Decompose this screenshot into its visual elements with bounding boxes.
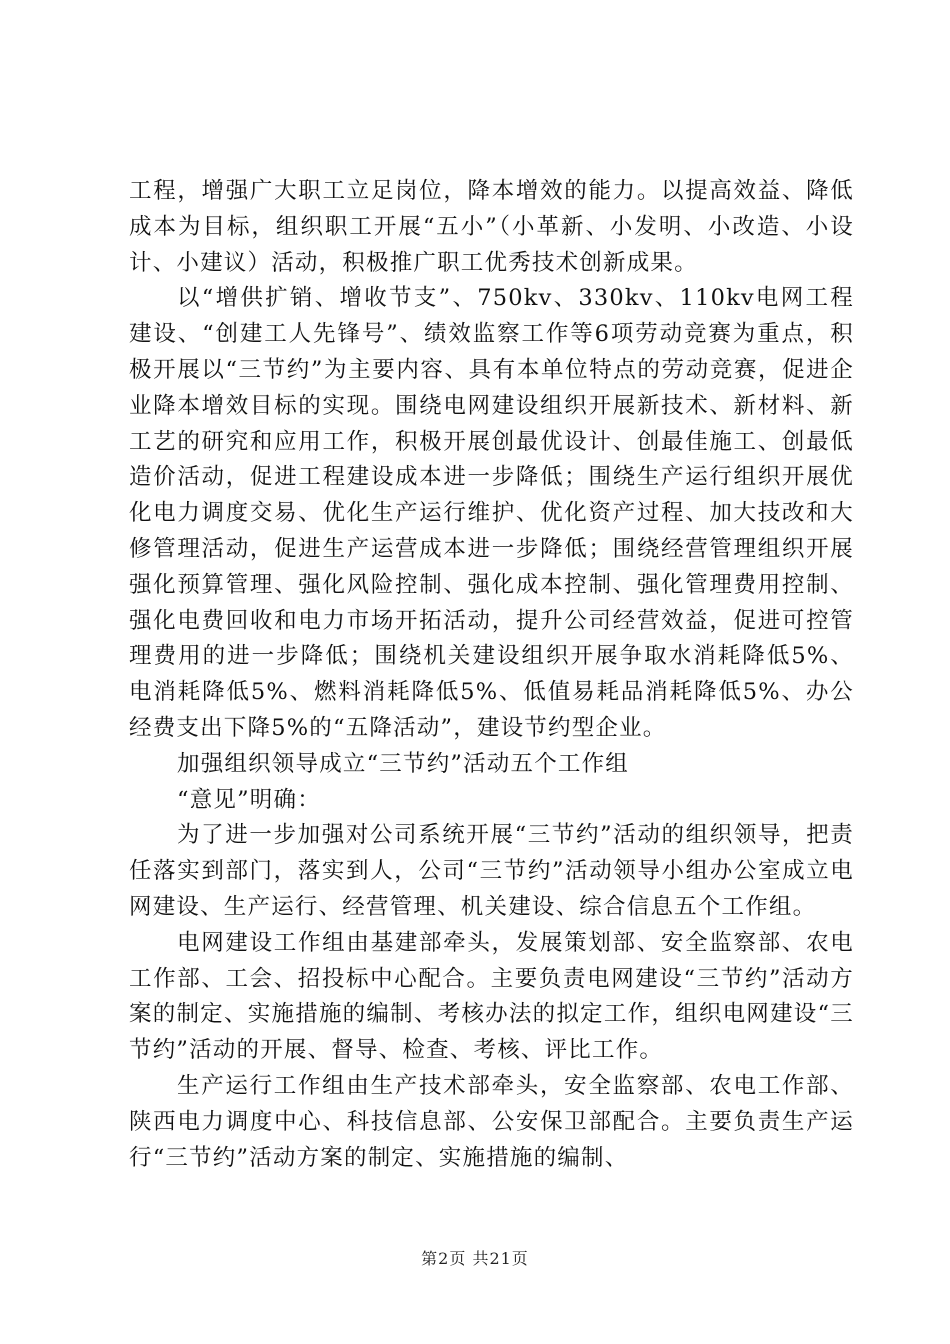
page-number-footer: 第2页 共21页 (421, 1249, 529, 1268)
paragraph-opinion-states: “意见”明确： (177, 786, 321, 813)
section-heading-working-groups: 加强组织领导成立“三节约”活动五个工作组 (177, 750, 630, 777)
paragraph-grid-construction-group: 电网建设工作组由基建部牵头，发展策划部、安全监察部、农电工作部、工会、招投标中心配合。主要负责电网建设“三节约”活动方案的制定、实施措施的编制、考核办法的拟定工作，组织电网建设“三节约”活动的开展、督导、检查、考核、评比工作。 (129, 929, 854, 1064)
document-body (129, 174, 854, 1176)
paragraph-labor-competition: 以“增供扩销、增收节支”、750kv、330kv、110kv电网工程建设、“创建工人先锋号”、绩效监察工作等6项劳动竞赛为重点，积极开展以“三节约”为主要内容、具有本单位特点的劳动竞赛，促进企业降本增效目标的实现。围绕电网建设组织开展新技术、新材料、新工艺的研究和应用工作，积极开展创最优设计、创最佳施工、创最低造价活动，促进工程建设成本进一步降低；围绕生产运行组织开展优化电力调度交易、优化生产运行维护、优化资产过程、加大技改和大修管理活动，促进生产运营成本进一步降低；围绕经营管理组织开展强化预算管理、强化风险控制、强化成本控制、强化管理费用控制、强化电费回收和电力市场开拓活动，提升公司经营效益，促进可控管理费用的进一步降低；围绕机关建设组织开展争取水消耗降低5%、电消耗降低5%、燃料消耗降低5%、低值易耗品消耗降低5%、办公经费支出下降5%的“五降活动”，建设节约型企业。 (129, 285, 854, 741)
paragraph-production-operation-group: 生产运行工作组由生产技术部牵头，安全监察部、农电工作部、陕西电力调度中心、科技信息部、公安保卫部配合。主要负责生产运行“三节约”活动方案的制定、实施措施的编制、 (129, 1072, 854, 1171)
paragraph-five-groups: 为了进一步加强对公司系统开展“三节约”活动的组织领导，把责任落实到部门，落实到人，公司“三节约”活动领导小组办公室成立电网建设、生产运行、经营管理、机关建设、综合信息五个工作组。 (129, 822, 854, 920)
paragraph-continuation: 工程，增强广大职工立足岗位，降本增效的能力。以提高效益、降低成本为目标，组织职工开展“五小”（小革新、小发明、小改造、小设计、小建议）活动，积极推广职工优秀技术创新成果。 (129, 178, 854, 276)
